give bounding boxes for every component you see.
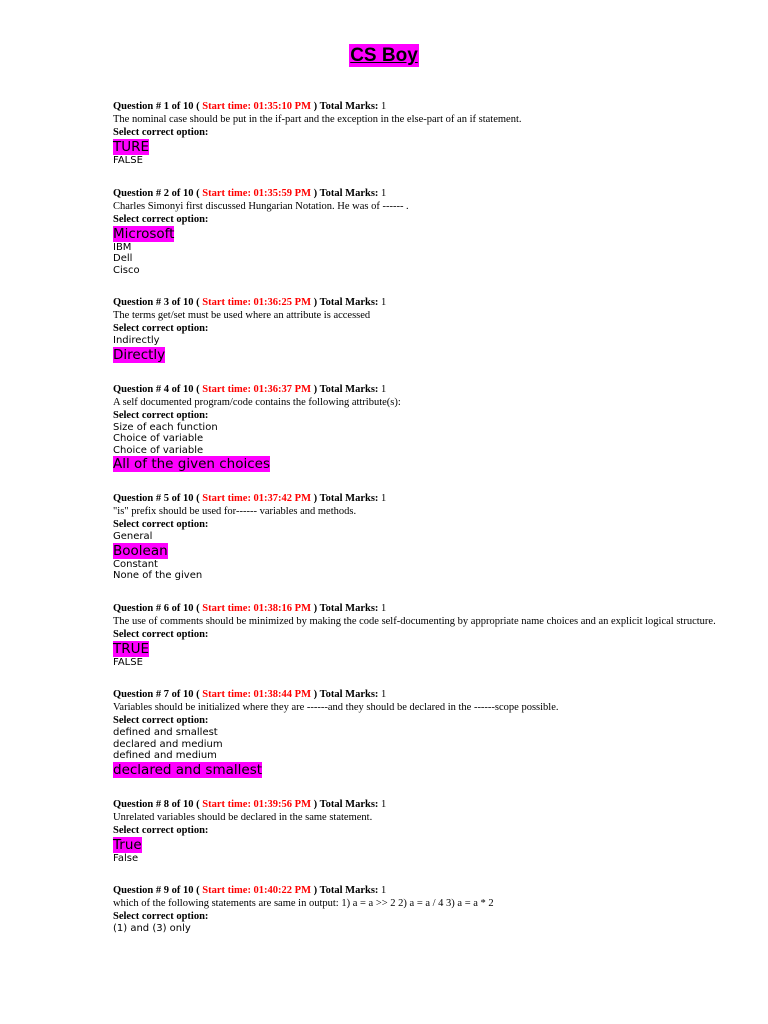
question-block — [113, 884, 733, 935]
question-list — [113, 100, 733, 935]
option-label: Boolean — [113, 542, 168, 559]
question-header-close: ) — [313, 689, 318, 700]
question-start-time: Start time: 01:35:10 PM — [202, 101, 312, 112]
total-marks-value: 1 — [381, 493, 387, 504]
option-item[interactable] — [113, 155, 733, 167]
question-block — [113, 492, 733, 582]
option-list — [113, 641, 733, 669]
question-header — [113, 187, 733, 200]
option-label: TURE — [113, 139, 150, 155]
question-text: "is" prefix should be used for------ variables and methods. — [113, 506, 357, 517]
question-header — [113, 296, 733, 309]
option-item[interactable] — [113, 242, 733, 254]
question-number: Question # 5 of 10 ( — [113, 493, 200, 504]
page-title: CS Boy — [350, 45, 418, 66]
option-label: None of the given — [113, 570, 203, 581]
select-option-label: Select correct option: — [113, 628, 209, 640]
question-text: A self documented program/code contains the following attribute(s): — [113, 396, 401, 408]
option-label: TRUE — [113, 640, 150, 657]
total-marks-value: 1 — [381, 297, 387, 308]
question-block — [113, 602, 733, 669]
question-text: The use of comments should be minimized by making the code self-documenting by appropriate name choices and an explicit logical structure. — [113, 615, 716, 627]
question-start-time: Start time: 01:35:59 PM — [202, 187, 312, 199]
total-marks-value: 1 — [381, 602, 387, 614]
option-item[interactable] — [113, 445, 733, 457]
option-list — [113, 422, 733, 473]
option-label: Indirectly — [113, 335, 160, 346]
total-marks-value: 1 — [381, 101, 387, 112]
question-text: which of the following statements are same in output: 1) a = a >> 2 2) a = a / 4 3) a = a * 2 — [113, 898, 494, 909]
option-label: Cisco — [113, 264, 140, 276]
question-header — [113, 602, 733, 615]
select-option-label: Select correct option: — [113, 911, 209, 922]
correct-option[interactable] — [113, 837, 733, 853]
option-label: defined and smallest — [113, 727, 218, 738]
question-header — [113, 100, 733, 113]
option-list — [113, 531, 733, 582]
total-marks-label: Total Marks: — [319, 297, 379, 308]
option-item[interactable] — [113, 727, 733, 739]
question-start-time: Start time: 01:39:56 PM — [202, 798, 312, 810]
correct-option[interactable] — [113, 139, 733, 155]
option-label: (1) and (3) only — [113, 923, 191, 934]
option-item[interactable] — [113, 559, 733, 571]
question-header-close: ) — [313, 798, 318, 810]
question-block — [113, 296, 733, 363]
question-number: Question # 6 of 10 ( — [113, 602, 200, 614]
option-item[interactable] — [113, 253, 733, 265]
correct-option[interactable] — [113, 641, 733, 657]
option-item[interactable] — [113, 853, 733, 865]
question-number: Question # 8 of 10 ( — [113, 798, 200, 810]
select-option-label: Select correct option: — [113, 323, 209, 334]
option-label: False — [113, 852, 139, 864]
option-item[interactable] — [113, 422, 733, 434]
select-option-label: Select correct option: — [113, 213, 209, 225]
question-number: Question # 9 of 10 ( — [113, 885, 200, 896]
select-option-label: Select correct option: — [113, 409, 209, 421]
total-marks-value: 1 — [381, 885, 387, 896]
option-list — [113, 139, 733, 167]
option-label: Microsoft — [113, 225, 175, 242]
question-header — [113, 688, 733, 701]
option-item[interactable] — [113, 923, 733, 935]
total-marks-value: 1 — [381, 689, 387, 700]
question-header-close: ) — [313, 383, 318, 395]
total-marks-label: Total Marks: — [319, 602, 379, 614]
question-number: Question # 1 of 10 ( — [113, 101, 200, 112]
select-option-label: Select correct option: — [113, 715, 209, 726]
question-text: The nominal case should be put in the if-part and the exception in the else-part of an if statement. — [113, 114, 522, 125]
question-header-close: ) — [313, 187, 318, 199]
option-label: FALSE — [113, 155, 143, 166]
correct-option[interactable] — [113, 762, 733, 778]
total-marks-label: Total Marks: — [319, 885, 379, 896]
option-label: True — [113, 836, 142, 853]
question-block — [113, 187, 733, 277]
title-wrap — [113, 44, 655, 67]
question-header — [113, 383, 733, 396]
option-label: All of the given choices — [113, 456, 270, 472]
option-list — [113, 727, 733, 778]
total-marks-value: 1 — [381, 383, 387, 395]
question-number: Question # 7 of 10 ( — [113, 689, 200, 700]
correct-option[interactable] — [113, 347, 733, 363]
option-label: IBM — [113, 241, 132, 253]
question-header-close: ) — [313, 297, 318, 308]
correct-option[interactable] — [113, 543, 733, 559]
option-list — [113, 335, 733, 363]
question-block — [113, 100, 733, 167]
question-header-close: ) — [313, 493, 318, 504]
correct-option[interactable] — [113, 456, 733, 472]
question-number: Question # 2 of 10 ( — [113, 187, 200, 199]
option-label: Size of each function — [113, 421, 218, 433]
question-start-time: Start time: 01:37:42 PM — [202, 493, 312, 504]
option-list — [113, 923, 733, 935]
question-block — [113, 688, 733, 778]
option-item[interactable] — [113, 265, 733, 277]
total-marks-label: Total Marks: — [319, 689, 379, 700]
question-block — [113, 798, 733, 865]
correct-option[interactable] — [113, 226, 733, 242]
question-number: Question # 4 of 10 ( — [113, 383, 200, 395]
question-header — [113, 884, 733, 897]
total-marks-label: Total Marks: — [319, 187, 379, 199]
question-start-time: Start time: 01:40:22 PM — [202, 885, 312, 896]
select-option-label: Select correct option: — [113, 824, 209, 836]
total-marks-label: Total Marks: — [319, 383, 379, 395]
select-option-label: Select correct option: — [113, 127, 209, 138]
question-header-close: ) — [313, 602, 318, 614]
option-label: Directly — [113, 346, 166, 363]
total-marks-label: Total Marks: — [319, 101, 379, 112]
option-label: defined and medium — [113, 750, 217, 761]
question-header — [113, 798, 733, 811]
option-item[interactable] — [113, 750, 733, 762]
option-item[interactable] — [113, 739, 733, 751]
option-list — [113, 837, 733, 865]
question-text: Unrelated variables should be declared in the same statement. — [113, 811, 373, 823]
option-label: Choice of variable — [113, 444, 204, 456]
question-text: Variables should be initialized where they are ------and they should be declared in the ------scope possible. — [113, 702, 559, 713]
question-start-time: Start time: 01:38:16 PM — [202, 602, 312, 614]
question-header-close: ) — [313, 885, 318, 896]
option-item[interactable] — [113, 657, 733, 669]
option-label: FALSE — [113, 656, 143, 668]
total-marks-label: Total Marks: — [319, 493, 379, 504]
option-item[interactable] — [113, 335, 733, 347]
select-option-label: Select correct option: — [113, 519, 209, 530]
option-label: declared and smallest — [113, 761, 263, 778]
total-marks-value: 1 — [381, 798, 387, 810]
question-text: The terms get/set must be used where an attribute is accessed — [113, 310, 371, 321]
option-label: General — [113, 531, 153, 542]
question-start-time: Start time: 01:38:44 PM — [202, 689, 312, 700]
question-start-time: Start time: 01:36:25 PM — [202, 297, 312, 308]
option-item[interactable] — [113, 531, 733, 543]
question-start-time: Start time: 01:36:37 PM — [202, 383, 312, 395]
question-block — [113, 383, 733, 473]
total-marks-value: 1 — [381, 187, 387, 199]
option-item[interactable] — [113, 570, 733, 582]
option-label: declared and medium — [113, 738, 223, 750]
option-label: Choice of variable — [113, 433, 204, 444]
total-marks-label: Total Marks: — [319, 798, 379, 810]
option-list — [113, 226, 733, 277]
question-text: Charles Simonyi first discussed Hungarian Notation. He was of ------ . — [113, 200, 409, 212]
option-label: Dell — [113, 253, 133, 264]
option-label: Constant — [113, 558, 158, 570]
question-header-close: ) — [313, 101, 318, 112]
option-item[interactable] — [113, 433, 733, 445]
question-number: Question # 3 of 10 ( — [113, 297, 200, 308]
question-header — [113, 492, 733, 505]
